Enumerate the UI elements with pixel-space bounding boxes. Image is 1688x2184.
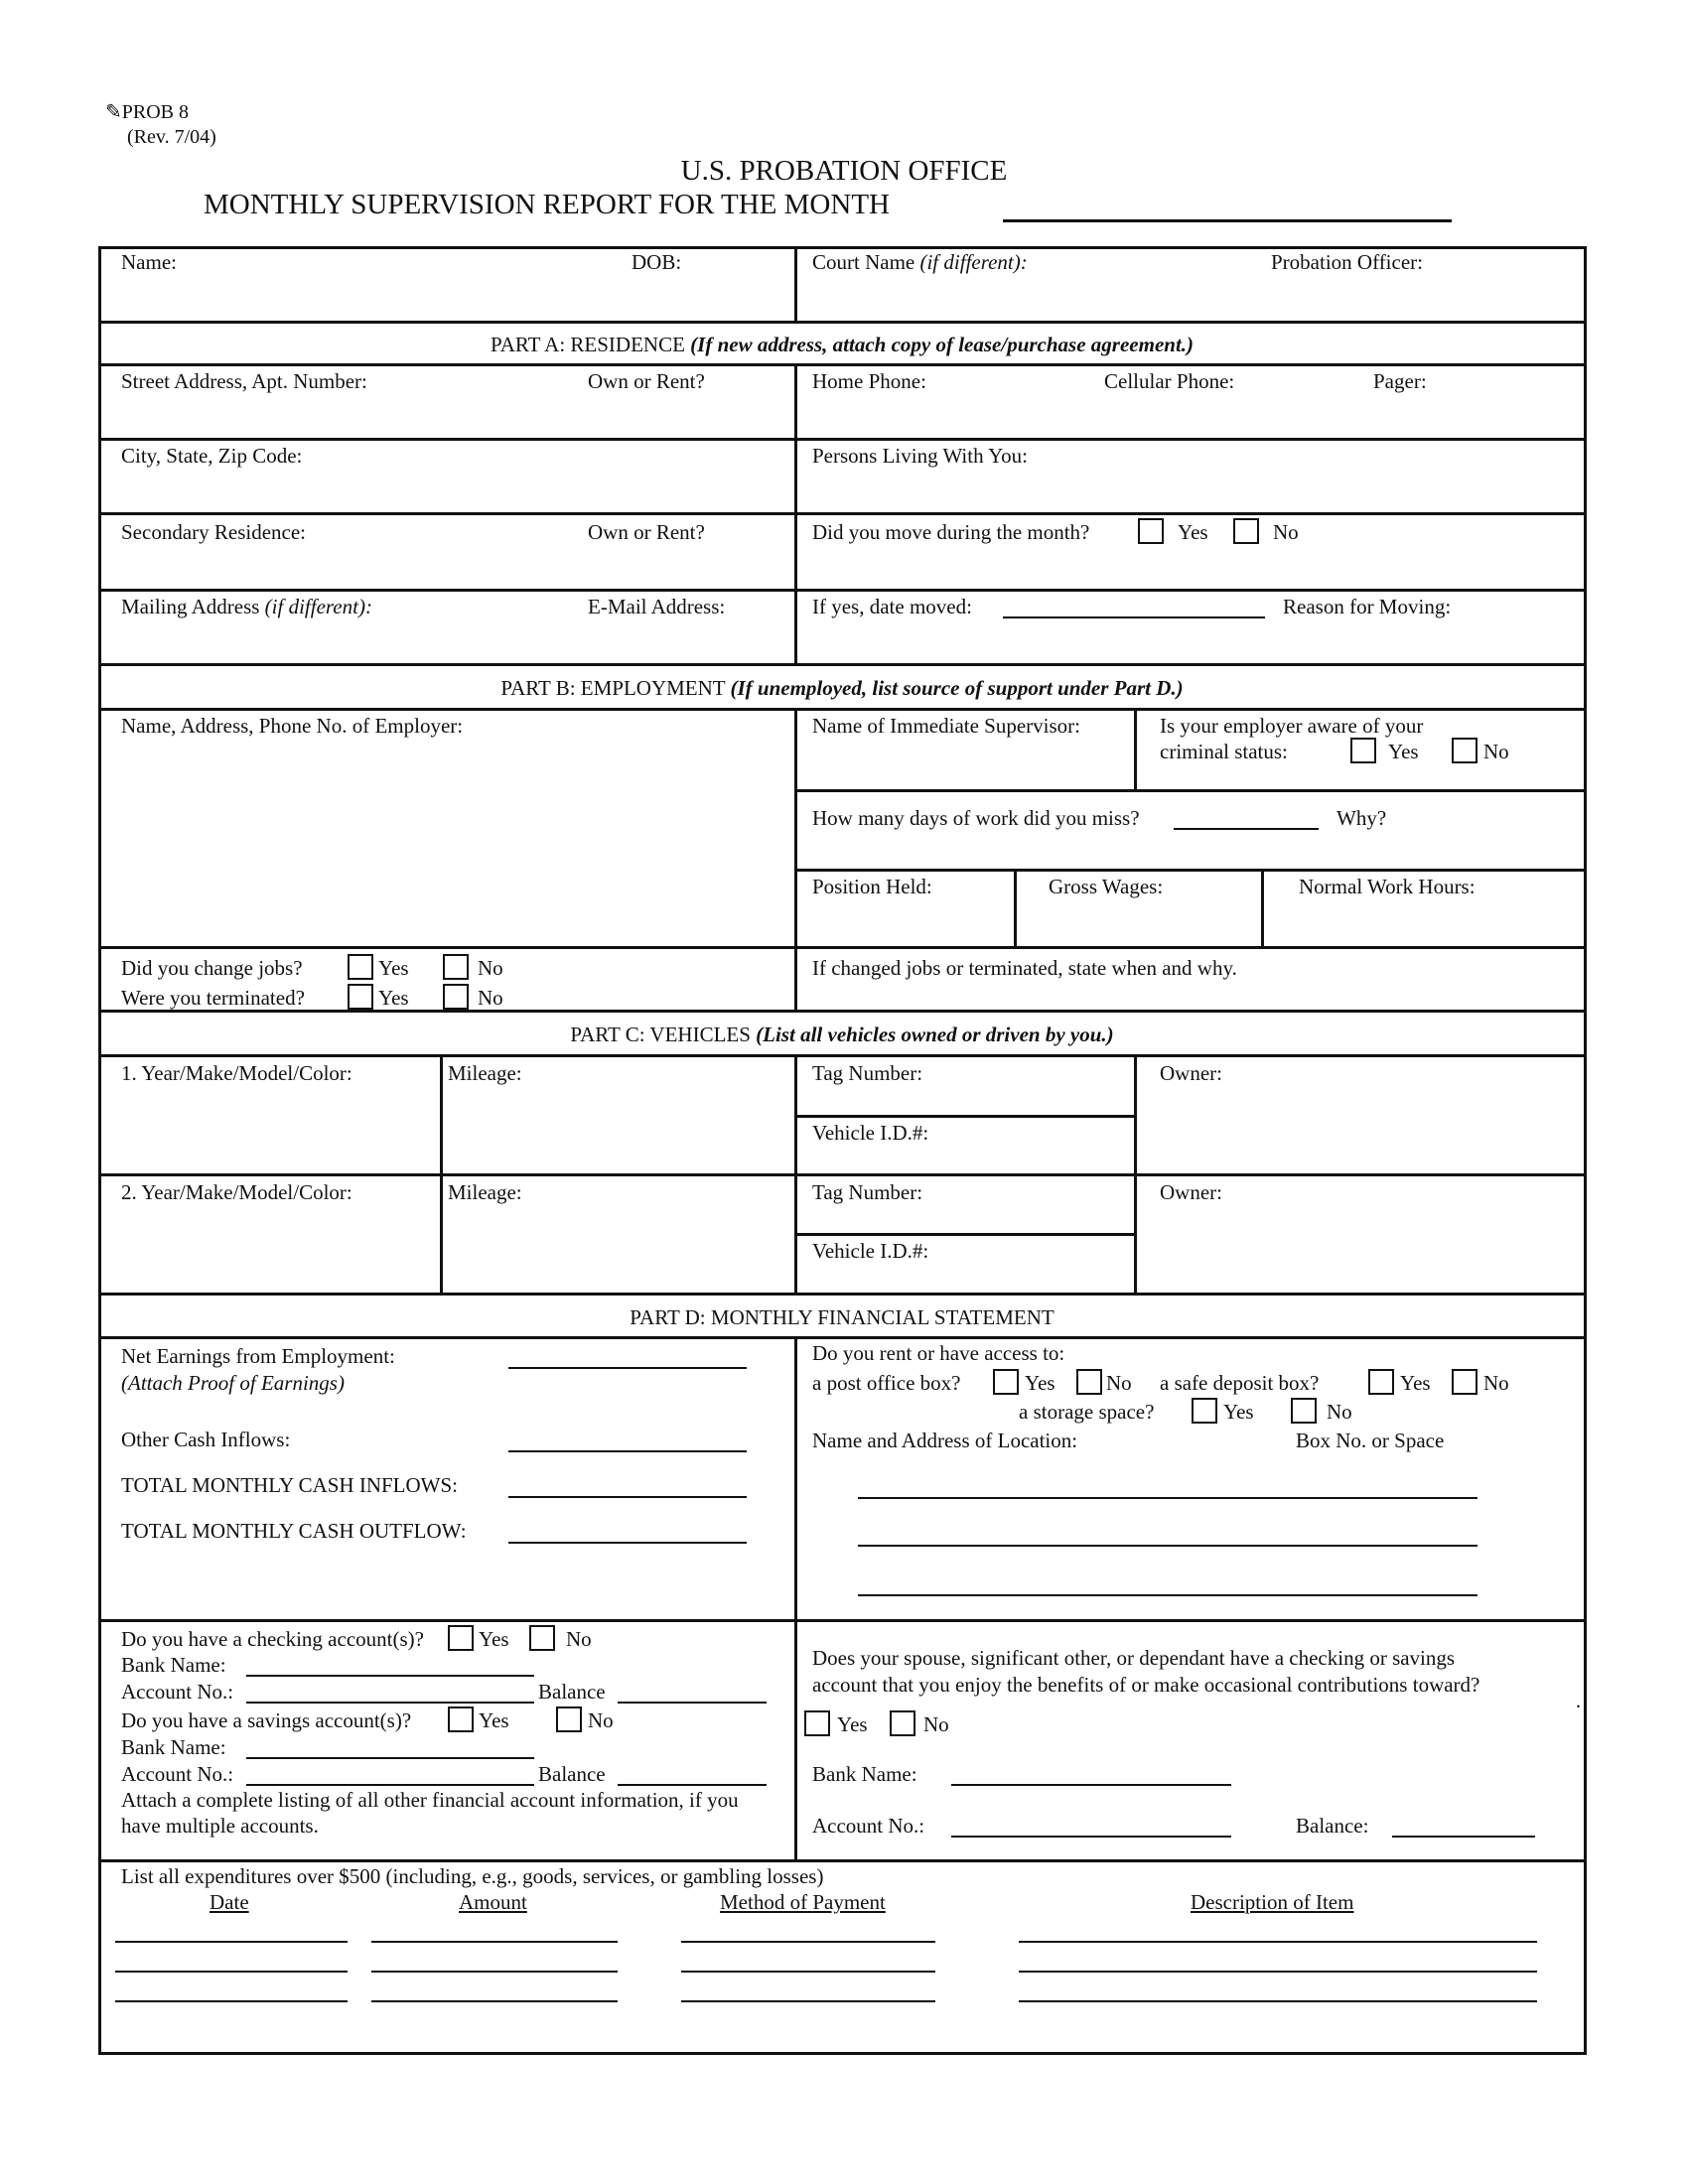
- change-jobs-yes-checkbox[interactable]: [348, 954, 373, 980]
- position-held-label: Position Held:: [812, 875, 932, 898]
- po-box-yes-checkbox[interactable]: [993, 1369, 1019, 1395]
- expenditure-description-field[interactable]: [1019, 1971, 1537, 1973]
- expenditure-date-field[interactable]: [115, 1941, 348, 1943]
- gross-wages-label: Gross Wages:: [1049, 875, 1164, 898]
- total-outflow-field[interactable]: [508, 1542, 747, 1544]
- total-inflows-label: TOTAL MONTHLY CASH INFLOWS:: [121, 1473, 459, 1497]
- divider: [99, 1010, 1587, 1013]
- expenditures-instructions: List all expenditures over $500 (including, e.g., goods, services, or gambling losses): [121, 1864, 824, 1888]
- spouse-account-field[interactable]: [951, 1836, 1231, 1838]
- aware-yes-checkbox[interactable]: [1350, 738, 1376, 763]
- net-earnings-label: Net Earnings from Employment:: [121, 1344, 395, 1368]
- divider: [794, 946, 797, 1013]
- yes-label: Yes: [378, 956, 409, 980]
- expenditure-amount-field[interactable]: [371, 1971, 618, 1973]
- expenditure-date-field[interactable]: [115, 2000, 348, 2002]
- divider: [1134, 1054, 1137, 1296]
- col-method-header: Method of Payment: [720, 1890, 886, 1914]
- part-a-title: PART A: RESIDENCE (If new address, attach copy of lease/purchase agreement.): [490, 333, 1195, 356]
- storage-no-checkbox[interactable]: [1291, 1398, 1317, 1424]
- divider: [1014, 869, 1017, 949]
- yes-label: Yes: [1400, 1371, 1431, 1395]
- stray-mark: ·: [1575, 1695, 1582, 1718]
- total-inflows-field[interactable]: [508, 1496, 747, 1498]
- part-c-title: PART C: VEHICLES (List all vehicles owned or driven by you.): [570, 1023, 1114, 1046]
- divider: [440, 1054, 443, 1176]
- divider: [1134, 708, 1137, 790]
- moved-yes-checkbox[interactable]: [1138, 518, 1164, 544]
- spouse-account-no-label: Account No.:: [812, 1814, 925, 1838]
- vehicle-1-label: 1. Year/Make/Model/Color:: [121, 1061, 352, 1085]
- pencil-icon: ✎: [105, 101, 122, 123]
- yes-label: Yes: [1223, 1400, 1254, 1424]
- criminal-status-label: criminal status:: [1160, 740, 1288, 763]
- checking-question: Do you have a checking account(s)?: [121, 1627, 424, 1651]
- total-outflow-label: TOTAL MONTHLY CASH OUTFLOW:: [121, 1519, 467, 1543]
- pager-label: Pager:: [1373, 369, 1427, 393]
- net-earnings-field[interactable]: [508, 1367, 747, 1369]
- mileage-label-1: Mileage:: [448, 1061, 522, 1085]
- dob-label: DOB:: [632, 250, 682, 274]
- col-date-header: Date: [210, 1890, 249, 1914]
- terminated-yes-checkbox[interactable]: [348, 984, 373, 1010]
- yes-label: Yes: [837, 1712, 868, 1736]
- expenditure-method-field[interactable]: [681, 2000, 935, 2002]
- part-b-title: PART B: EMPLOYMENT (If unemployed, list source of support under Part D.): [500, 676, 1184, 700]
- vehicle-id-label-2: Vehicle I.D.#:: [812, 1239, 929, 1263]
- spouse-account-question-2: account that you enjoy the benefits of or make occasional contributions toward?: [812, 1673, 1480, 1697]
- form-border-top: [99, 246, 1587, 249]
- report-title: MONTHLY SUPERVISION REPORT FOR THE MONTH: [204, 189, 890, 220]
- storage-space-label: a storage space?: [1019, 1400, 1155, 1424]
- other-inflows-label: Other Cash Inflows:: [121, 1428, 291, 1451]
- spouse-bank-name-field[interactable]: [951, 1784, 1231, 1786]
- divider: [797, 1115, 1135, 1118]
- email-label: E-Mail Address:: [588, 595, 726, 618]
- account-no-label-savings: Account No.:: [121, 1762, 234, 1786]
- attach-listing-note: Attach a complete listing of all other financial account information, if you: [121, 1788, 739, 1812]
- divider: [794, 708, 797, 949]
- divider: [797, 589, 1587, 592]
- savings-balance-field[interactable]: [618, 1784, 767, 1786]
- bank-name-label-savings: Bank Name:: [121, 1735, 226, 1759]
- location-field-2[interactable]: [858, 1545, 1477, 1547]
- location-field-3[interactable]: [858, 1594, 1477, 1596]
- divider: [99, 321, 1587, 324]
- spouse-account-question: Does your spouse, significant other, or dependant have a checking or savings: [812, 1646, 1456, 1670]
- checking-yes-checkbox[interactable]: [448, 1625, 474, 1651]
- form-id: ✎PROB 8: [105, 101, 190, 123]
- bank-name-label-checking: Bank Name:: [121, 1653, 226, 1677]
- aware-no-checkbox[interactable]: [1452, 738, 1477, 763]
- days-missed-label: How many days of work did you miss?: [812, 806, 1140, 830]
- no-label: No: [588, 1708, 614, 1732]
- expenditure-method-field[interactable]: [681, 1941, 935, 1943]
- changed-jobs-explanation-label: If changed jobs or terminated, state when and why.: [812, 956, 1237, 980]
- own-rent-label-2: Own or Rent?: [588, 520, 705, 544]
- vehicle-id-label-1: Vehicle I.D.#:: [812, 1121, 929, 1145]
- safe-deposit-label: a safe deposit box?: [1160, 1371, 1320, 1395]
- owner-label-2: Owner:: [1160, 1180, 1222, 1204]
- mileage-label-2: Mileage:: [448, 1180, 522, 1204]
- yes-label: Yes: [378, 986, 409, 1010]
- divider: [797, 869, 1587, 872]
- divider: [99, 512, 1587, 515]
- expenditure-date-field[interactable]: [115, 1971, 348, 1973]
- change-jobs-no-checkbox[interactable]: [443, 954, 469, 980]
- divider: [794, 1336, 797, 1862]
- divider: [99, 1054, 1587, 1057]
- savings-question: Do you have a savings account(s)?: [121, 1708, 412, 1732]
- part-d-title: PART D: MONTHLY FINANCIAL STATEMENT: [630, 1305, 1055, 1329]
- reason-moving-label: Reason for Moving:: [1283, 595, 1452, 618]
- no-label: No: [1483, 1371, 1509, 1395]
- divider: [99, 1293, 1587, 1296]
- yes-label: Yes: [479, 1627, 509, 1651]
- terminated-question: Were you terminated?: [121, 986, 305, 1010]
- no-label: No: [1273, 520, 1299, 544]
- no-label: No: [923, 1712, 949, 1736]
- balance-label-checking: Balance: [538, 1680, 606, 1704]
- divider: [794, 1054, 797, 1296]
- balance-label-savings: Balance: [538, 1762, 606, 1786]
- office-title: U.S. PROBATION OFFICE: [680, 155, 1008, 187]
- yes-label: Yes: [1025, 1371, 1055, 1395]
- savings-yes-checkbox[interactable]: [448, 1706, 474, 1732]
- divider: [99, 1173, 1587, 1176]
- yes-label: Yes: [1388, 740, 1419, 763]
- cell-phone-label: Cellular Phone:: [1104, 369, 1235, 393]
- no-label: No: [478, 956, 503, 980]
- divider: [794, 512, 797, 664]
- divider: [99, 1336, 1587, 1339]
- street-address-label: Street Address, Apt. Number:: [121, 369, 367, 393]
- form-border-right: [1584, 246, 1587, 2055]
- mailing-address-label: Mailing Address (if different):: [121, 595, 372, 618]
- divider: [1261, 869, 1264, 949]
- account-no-label-checking: Account No.:: [121, 1680, 234, 1704]
- divider: [99, 708, 1587, 711]
- probation-officer-label: Probation Officer:: [1271, 250, 1423, 274]
- expenditure-method-field[interactable]: [681, 1971, 935, 1973]
- court-name-label: Court Name (if different):: [812, 250, 1028, 274]
- employer-label: Name, Address, Phone No. of Employer:: [121, 714, 464, 738]
- city-state-zip-label: City, State, Zip Code:: [121, 444, 303, 468]
- savings-account-field[interactable]: [246, 1784, 534, 1786]
- divider: [797, 1233, 1135, 1236]
- form-border-bottom: [99, 2052, 1587, 2055]
- divider: [99, 1619, 1587, 1622]
- no-label: No: [478, 986, 503, 1010]
- change-jobs-question: Did you change jobs?: [121, 956, 303, 980]
- vehicle-2-label: 2. Year/Make/Model/Color:: [121, 1180, 352, 1204]
- name-label: Name:: [121, 250, 177, 274]
- spouse-balance-field[interactable]: [1392, 1836, 1535, 1838]
- divider: [99, 363, 1587, 366]
- multiple-accounts-note: have multiple accounts.: [121, 1814, 319, 1838]
- date-moved-field[interactable]: [1003, 616, 1265, 618]
- form-border-left: [98, 246, 101, 2055]
- savings-bank-name-field[interactable]: [246, 1757, 534, 1759]
- spouse-yes-checkbox[interactable]: [804, 1710, 830, 1736]
- safe-deposit-no-checkbox[interactable]: [1452, 1369, 1477, 1395]
- terminated-no-checkbox[interactable]: [443, 984, 469, 1010]
- no-label: No: [566, 1627, 592, 1651]
- yes-label: Yes: [1178, 520, 1208, 544]
- col-description-header: Description of Item: [1191, 1890, 1354, 1914]
- checking-balance-field[interactable]: [618, 1702, 767, 1704]
- moved-no-checkbox[interactable]: [1233, 518, 1259, 544]
- savings-no-checkbox[interactable]: [556, 1706, 582, 1732]
- supervisor-label: Name of Immediate Supervisor:: [812, 714, 1081, 738]
- no-label: No: [1327, 1400, 1352, 1424]
- spouse-no-checkbox[interactable]: [890, 1710, 915, 1736]
- storage-yes-checkbox[interactable]: [1192, 1398, 1217, 1424]
- attach-proof-note: (Attach Proof of Earnings): [121, 1371, 345, 1395]
- checking-bank-name-field[interactable]: [246, 1675, 534, 1677]
- own-rent-label: Own or Rent?: [588, 369, 705, 393]
- divider: [99, 1859, 1587, 1862]
- location-label: Name and Address of Location:: [812, 1429, 1078, 1452]
- col-amount-header: Amount: [459, 1890, 527, 1914]
- expenditure-description-field[interactable]: [1019, 1941, 1537, 1943]
- po-box-no-checkbox[interactable]: [1076, 1369, 1102, 1395]
- date-moved-label: If yes, date moved:: [812, 595, 972, 618]
- work-hours-label: Normal Work Hours:: [1299, 875, 1476, 898]
- home-phone-label: Home Phone:: [812, 369, 926, 393]
- divider: [797, 789, 1587, 792]
- employer-aware-question: Is your employer aware of your: [1160, 714, 1424, 738]
- po-box-label: a post office box?: [812, 1371, 961, 1395]
- yes-label: Yes: [479, 1708, 509, 1732]
- divider: [99, 438, 1587, 441]
- secondary-residence-label: Secondary Residence:: [121, 520, 307, 544]
- expenditure-description-field[interactable]: [1019, 2000, 1537, 2002]
- owner-label-1: Owner:: [1160, 1061, 1222, 1085]
- safe-deposit-yes-checkbox[interactable]: [1368, 1369, 1394, 1395]
- expenditure-amount-field[interactable]: [371, 2000, 618, 2002]
- divider: [440, 1173, 443, 1296]
- form-revision: (Rev. 7/04): [127, 126, 216, 148]
- tag-number-label-1: Tag Number:: [812, 1061, 923, 1085]
- other-inflows-field[interactable]: [508, 1450, 747, 1452]
- no-label: No: [1106, 1371, 1132, 1395]
- divider: [99, 663, 1587, 666]
- spouse-bank-name-label: Bank Name:: [812, 1762, 917, 1786]
- no-label: No: [1483, 740, 1509, 763]
- location-field-1[interactable]: [858, 1497, 1477, 1499]
- tag-number-label-2: Tag Number:: [812, 1180, 923, 1204]
- divider: [99, 589, 797, 592]
- rent-access-question: Do you rent or have access to:: [812, 1341, 1065, 1365]
- checking-no-checkbox[interactable]: [529, 1625, 555, 1651]
- moved-question: Did you move during the month?: [812, 520, 1090, 544]
- days-missed-field[interactable]: [1174, 828, 1319, 830]
- divider: [794, 246, 797, 324]
- checking-account-field[interactable]: [246, 1702, 534, 1704]
- divider: [99, 946, 1587, 949]
- why-label: Why?: [1336, 806, 1387, 830]
- box-number-label: Box No. or Space: [1296, 1429, 1445, 1452]
- expenditure-amount-field[interactable]: [371, 1941, 618, 1943]
- month-field[interactable]: [1003, 219, 1452, 222]
- spouse-balance-label: Balance:: [1296, 1814, 1369, 1838]
- persons-living-label: Persons Living With You:: [812, 444, 1028, 468]
- divider: [794, 363, 797, 515]
